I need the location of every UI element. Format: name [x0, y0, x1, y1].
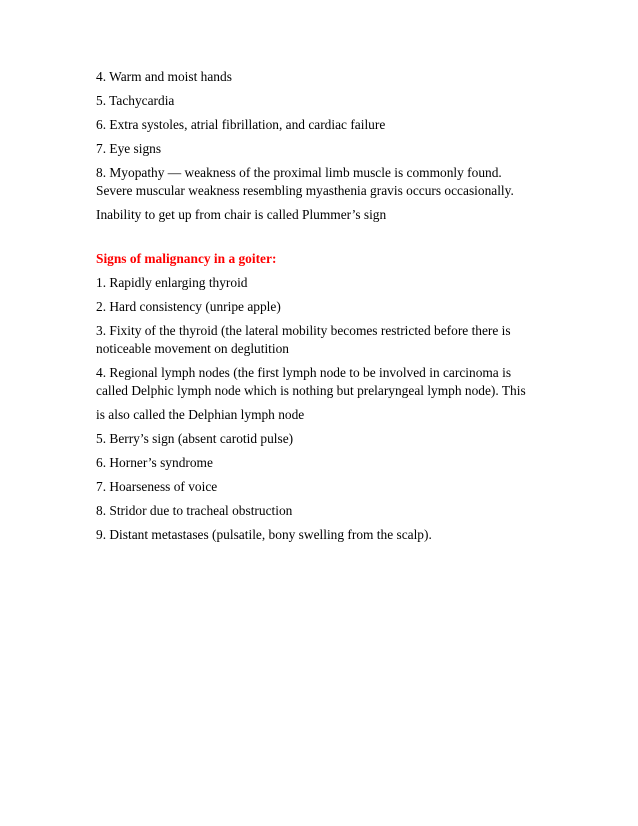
list-item-line: 4. Regional lymph nodes (the first lymph node to be involved in carcinoma is — [96, 365, 512, 380]
list-item-line: 3. Fixity of the thyroid (the lateral mobility becomes restricted before there is — [96, 323, 511, 338]
list-item: 6. Horner’s syndrome — [96, 455, 213, 470]
list-item-line: is also called the Delphian lymph node — [96, 407, 305, 422]
section-heading: Signs of malignancy in a goiter: — [96, 251, 277, 266]
list-item: 9. Distant metastases (pulsatile, bony swelling from the scalp). — [96, 527, 432, 542]
list-item-line: called Delphic lymph node which is nothing but prelaryngeal lymph node). This — [96, 383, 526, 398]
list-item: 7. Eye signs — [96, 141, 162, 156]
list-item: 7. Hoarseness of voice — [96, 479, 218, 494]
list-item: 8. Stridor due to tracheal obstruction — [96, 503, 293, 518]
list-item: 5. Tachycardia — [96, 93, 175, 108]
list-item: 6. Extra systoles, atrial fibrillation, and cardiac failure — [96, 117, 386, 132]
list-item-line: noticeable movement on deglutition — [96, 341, 290, 356]
list-item: 2. Hard consistency (unripe apple) — [96, 299, 281, 314]
plummer-sign-text: Inability to get up from chair is called Plummer’s sign — [96, 207, 387, 222]
paragraph-spacer — [96, 230, 556, 250]
list-item-myopathy-line2: Severe muscular weakness resembling myasthenia gravis occurs occasionally. — [96, 183, 514, 198]
list-item: 1. Rapidly enlarging thyroid — [96, 275, 248, 290]
list-item: 5. Berry’s sign (absent carotid pulse) — [96, 431, 294, 446]
list-item: 4. Warm and moist hands — [96, 69, 232, 84]
document-page — [96, 68, 556, 550]
list-item-myopathy-line1: 8. Myopathy — weakness of the proximal limb muscle is commonly found. — [96, 165, 502, 180]
